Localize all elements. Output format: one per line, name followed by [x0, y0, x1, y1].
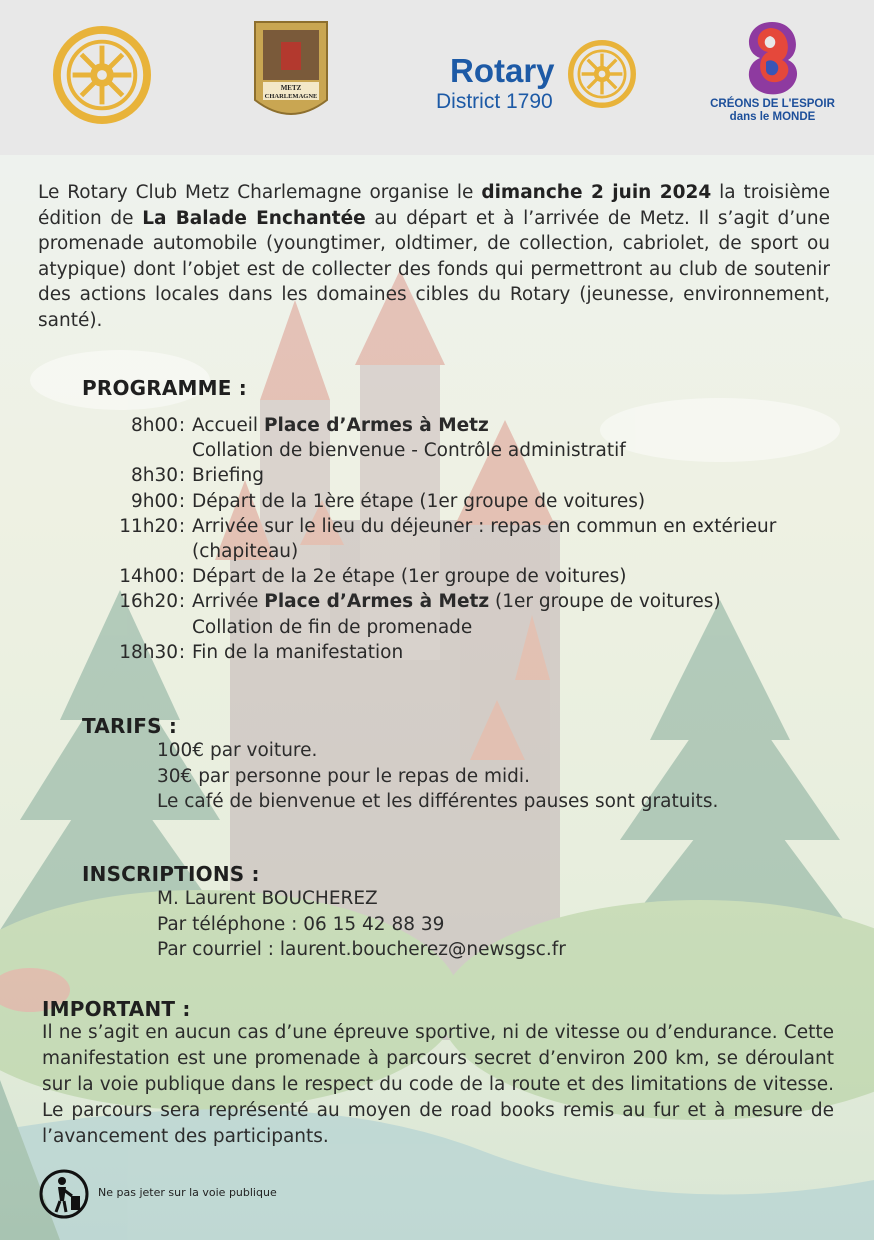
programme-list: [60, 413, 840, 665]
programme-description: Départ de la 2e étape (1er groupe de voitures): [192, 566, 627, 588]
contact-name: M. Laurent BOUCHEREZ: [157, 888, 378, 909]
programme-row: [60, 589, 840, 614]
programme-colon: :: [178, 566, 186, 588]
programme-row: [60, 514, 840, 564]
programme-description: [186, 589, 840, 614]
svg-text:CHARLEMAGNE: CHARLEMAGNE: [264, 93, 318, 100]
programme-time: 16h20: [119, 591, 178, 613]
programme-description: Collation de bienvenue - Contrôle administratif: [192, 440, 626, 462]
programme-colon: :: [178, 515, 186, 537]
programme-description: Départ de la 1ère étape (1er groupe de voitures): [192, 490, 646, 512]
rotary-wordmark: Rotary: [450, 52, 555, 89]
tarif-line: Le café de bienvenue et les différentes pauses sont gratuits.: [157, 791, 719, 812]
programme-time: [60, 615, 178, 640]
programme-row: [60, 413, 840, 438]
programme-time: 14h00: [119, 566, 178, 588]
programme-location: Place d’Armes à Metz: [263, 415, 489, 436]
footer-notice: [38, 1168, 277, 1220]
programme-time: 8h30: [130, 465, 178, 487]
programme-row: [60, 564, 840, 589]
tarif-line: 30€ par personne pour le repas de midi.: [157, 765, 530, 787]
programme-heading: PROGRAMME :: [82, 376, 247, 400]
creons-espoir-line1: CRÉONS DE L'ESPOIR: [710, 98, 835, 110]
programme-colon: :: [178, 465, 186, 487]
programme-colon: :: [178, 641, 186, 663]
district-label: District 1790: [436, 90, 553, 113]
programme-row: [60, 438, 840, 463]
programme-row: [60, 615, 840, 640]
inscriptions-details: [157, 886, 837, 963]
programme-time: 8h00: [130, 415, 178, 436]
programme-colon: :: [178, 591, 186, 613]
important-paragraph: Il ne s’agit en aucun cas d’une épreuve sportive, ni de vitesse ou d’endurance. Cette manifestation est une promenade à parcours secret d’environ 200 km, se déroulant sur la voie publique dans le respect du code de la route et des limitations de vitesse. Le parcours sera représenté au moyen de road books remis au fur et à mesure de l’avancement des participants.: [42, 1022, 834, 1147]
programme-colon: :: [178, 490, 186, 512]
tarifs-list: [157, 738, 837, 815]
tarif-line: 100€ par voiture.: [157, 740, 318, 761]
svg-text:METZ: METZ: [280, 84, 302, 92]
intro-part-1: Le Rotary Club Metz Charlemagne organise le: [38, 182, 482, 203]
tarifs-heading: TARIFS :: [82, 714, 178, 738]
programme-description: Collation de fin de promenade: [192, 616, 473, 638]
programme-time: [60, 438, 178, 463]
programme-time: 9h00: [130, 490, 178, 512]
programme-text-after: (1er groupe de voitures): [489, 591, 721, 613]
programme-row: [60, 640, 840, 665]
litter-bin-icon: [38, 1168, 94, 1220]
intro-part-2: la troisième édition de: [38, 182, 830, 229]
intro-event-name: La Balade Enchantée: [142, 207, 366, 229]
programme-description: [186, 413, 840, 438]
programme-text: Arrivée: [192, 591, 265, 613]
programme-time: 18h30: [119, 641, 178, 663]
programme-row: [60, 463, 840, 488]
contact-email[interactable]: Par courriel : laurent.boucherez@newsgsc.fr: [157, 939, 566, 960]
intro-part-3: au départ et à l’arrivée de Metz. Il s’agit d’une promenade automobile (youngtimer, oldtimer, de collection, cabriolet, de sport ou atypique) dont l’objet est de collecter des fonds qui permettront au club de soutenir des actions locales dans les domaines cibles du Rotary (jeunesse, environnement, santé).: [38, 207, 830, 331]
important-heading: IMPORTANT :: [42, 997, 191, 1021]
programme-description: Fin de la manifestation: [192, 641, 404, 663]
programme-text: Accueil: [192, 415, 264, 436]
programme-description: Briefing: [192, 465, 264, 487]
programme-location: Place d’Armes à Metz: [264, 591, 490, 613]
programme-colon: [178, 615, 186, 640]
creons-espoir-line2: dans le MONDE: [729, 111, 816, 123]
footer-text: Ne pas jeter sur la voie publique: [98, 1185, 277, 1199]
programme-colon: :: [178, 415, 186, 436]
intro-paragraph: [38, 180, 830, 333]
programme-colon: [178, 438, 186, 463]
inscriptions-heading: INSCRIPTIONS :: [82, 862, 260, 886]
programme-time: 11h20: [119, 515, 178, 537]
programme-description: Arrivée sur le lieu du déjeuner : repas en commun en extérieur (chapiteau): [192, 515, 777, 563]
contact-phone: Par téléphone : 06 15 42 88 39: [157, 913, 445, 935]
programme-row: [60, 489, 840, 514]
intro-date: dimanche 2 juin 2024: [481, 182, 712, 203]
